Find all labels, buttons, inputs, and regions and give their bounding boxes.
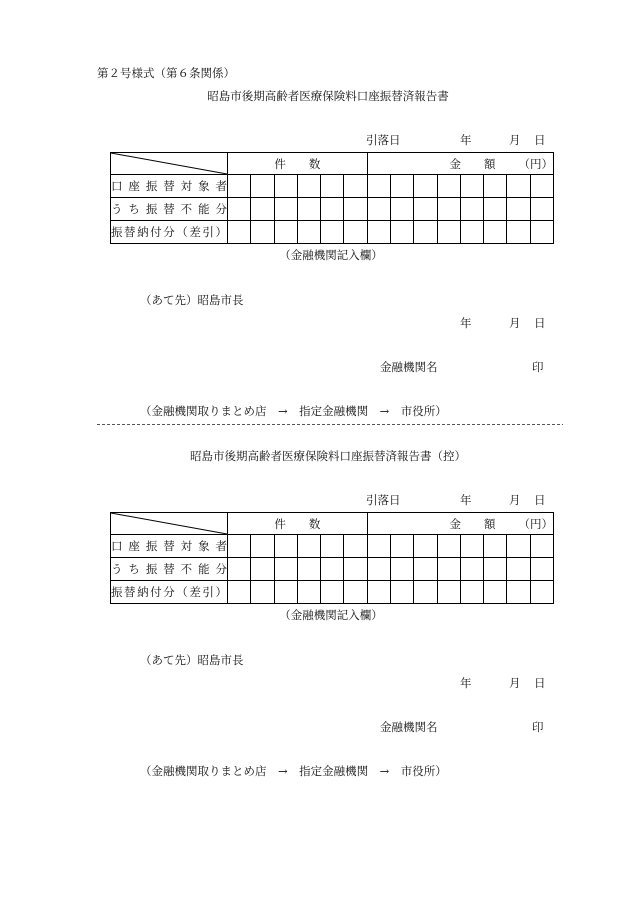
amount-digit-cell (437, 221, 460, 244)
diagonal-header-cell (111, 513, 228, 535)
amount-digit-cell (530, 558, 553, 581)
amount-digit-cell (460, 198, 483, 221)
amount-digit-cell (507, 221, 530, 244)
amount-digit-cell (414, 581, 437, 604)
count-digit-cell (274, 558, 297, 581)
diagonal-line (111, 153, 227, 174)
row-label: う ち 振 替 不 能 分 (111, 198, 228, 221)
table-row (111, 535, 554, 558)
signature-month-label: 月 (509, 316, 521, 330)
submission-flow: （金融機関取りまとめ店 → 指定金融機関 → 市役所） (140, 764, 447, 778)
amount-unit-label: （円） (518, 516, 553, 531)
count-digit-cell (321, 175, 344, 198)
withdrawal-date (0, 133, 630, 147)
amount-digit-cell (460, 581, 483, 604)
amount-digit-cell (391, 198, 414, 221)
withdrawal-year-label: 年 (460, 493, 472, 507)
report-section-copy (0, 360, 630, 784)
table-row (111, 198, 554, 221)
count-digit-cell (297, 221, 320, 244)
diagonal-line-graphic (111, 153, 227, 174)
amount-digit-cell (437, 558, 460, 581)
count-digit-cell (251, 535, 274, 558)
count-digit-cell (251, 175, 274, 198)
withdrawal-month-label: 月 (509, 133, 521, 147)
table-row (111, 175, 554, 198)
amount-unit-label: （円） (518, 156, 553, 171)
count-digit-cell (321, 535, 344, 558)
amount-digit-cell (437, 198, 460, 221)
seal-mark: 印 (532, 720, 544, 734)
row-label: 口 座 振 替 対 象 者 (111, 535, 228, 558)
amount-digit-cell (367, 175, 390, 198)
amount-digit-cell (484, 581, 507, 604)
amount-digit-cell (484, 558, 507, 581)
report-title: 昭島市後期高齢者医療保険料口座振替済報告書 (207, 89, 449, 103)
count-digit-cell (297, 581, 320, 604)
amount-digit-cell (507, 581, 530, 604)
submission-flow: （金融機関取りまとめ店 → 指定金融機関 → 市役所） (140, 404, 447, 418)
count-digit-cell (321, 198, 344, 221)
row-label: 振替納付分（差引） (111, 581, 228, 604)
seal-mark: 印 (532, 360, 544, 374)
amount-digit-cell (367, 221, 390, 244)
amount-digit-cell (367, 558, 390, 581)
count-digit-cell (228, 221, 251, 244)
count-digit-cell (344, 535, 367, 558)
withdrawal-date-label: 引落日 (366, 493, 401, 507)
amount-digit-cell (367, 535, 390, 558)
count-digit-cell (297, 198, 320, 221)
table-header-row (111, 153, 554, 175)
report-table (110, 152, 554, 244)
financial-institution-label: 金融機関名 (380, 720, 438, 734)
count-digit-cell (344, 558, 367, 581)
count-digit-cell (228, 198, 251, 221)
count-digit-cell (251, 581, 274, 604)
count-digit-cell (321, 221, 344, 244)
row-label: 口 座 振 替 対 象 者 (111, 175, 228, 198)
row-label: う ち 振 替 不 能 分 (111, 558, 228, 581)
withdrawal-year-label: 年 (460, 133, 472, 147)
report-table (110, 512, 554, 604)
amount-digit-cell (460, 221, 483, 244)
diagonal-header-cell (111, 153, 228, 175)
count-digit-cell (344, 198, 367, 221)
amount-digit-cell (437, 175, 460, 198)
amount-header (367, 153, 553, 175)
amount-digit-cell (367, 581, 390, 604)
amount-digit-cell (484, 535, 507, 558)
signature-year-label: 年 (460, 676, 472, 690)
withdrawal-date (0, 493, 630, 507)
amount-header-label: 金 額 (449, 156, 496, 171)
withdrawal-date-label: 引落日 (366, 133, 401, 147)
amount-digit-cell (460, 175, 483, 198)
amount-header-label: 金 額 (449, 516, 496, 531)
count-digit-cell (321, 581, 344, 604)
amount-digit-cell (391, 221, 414, 244)
addressee: （あて先）昭島市長 (140, 653, 244, 667)
table-row (111, 558, 554, 581)
amount-digit-cell (414, 558, 437, 581)
withdrawal-day-label: 日 (534, 493, 546, 507)
count-digit-cell (297, 535, 320, 558)
count-digit-cell (297, 175, 320, 198)
amount-digit-cell (437, 581, 460, 604)
signature-day-label: 日 (534, 316, 546, 330)
table-header-row (111, 513, 554, 535)
count-digit-cell (274, 221, 297, 244)
count-digit-cell (251, 198, 274, 221)
amount-digit-cell (460, 535, 483, 558)
amount-header (367, 513, 553, 535)
withdrawal-day-label: 日 (534, 133, 546, 147)
signature-day-label: 日 (534, 676, 546, 690)
diagonal-line (111, 513, 227, 534)
count-digit-cell (228, 558, 251, 581)
table-note: （金融機関記入欄） (279, 608, 383, 622)
amount-digit-cell (530, 175, 553, 198)
count-digit-cell (228, 535, 251, 558)
table-row (111, 581, 554, 604)
table-note: （金融機関記入欄） (279, 248, 383, 262)
amount-digit-cell (460, 558, 483, 581)
count-digit-cell (321, 558, 344, 581)
count-header: 件 数 (228, 153, 368, 175)
amount-digit-cell (530, 535, 553, 558)
count-digit-cell (344, 175, 367, 198)
withdrawal-month-label: 月 (509, 493, 521, 507)
signature-month-label: 月 (509, 676, 521, 690)
diagonal-line-graphic (111, 513, 227, 534)
count-digit-cell (251, 221, 274, 244)
signature-date (0, 316, 630, 330)
count-digit-cell (274, 535, 297, 558)
amount-digit-cell (367, 198, 390, 221)
count-digit-cell (228, 581, 251, 604)
count-header: 件 数 (228, 513, 368, 535)
amount-digit-cell (507, 535, 530, 558)
amount-digit-cell (530, 198, 553, 221)
amount-digit-cell (414, 221, 437, 244)
amount-digit-cell (437, 535, 460, 558)
count-digit-cell (344, 221, 367, 244)
amount-digit-cell (484, 175, 507, 198)
table-row (111, 221, 554, 244)
amount-digit-cell (484, 198, 507, 221)
report-title: 昭島市後期高齢者医療保険料口座振替済報告書（控） (190, 449, 466, 463)
signature-year-label: 年 (460, 316, 472, 330)
financial-institution-label: 金融機関名 (380, 360, 438, 374)
form-number: 第２号様式（第６条関係） (97, 66, 235, 80)
amount-digit-cell (414, 535, 437, 558)
count-digit-cell (274, 581, 297, 604)
count-digit-cell (297, 558, 320, 581)
addressee: （あて先）昭島市長 (140, 293, 244, 307)
count-digit-cell (251, 558, 274, 581)
amount-digit-cell (507, 558, 530, 581)
amount-digit-cell (484, 221, 507, 244)
count-digit-cell (274, 198, 297, 221)
row-label: 振替納付分（差引） (111, 221, 228, 244)
amount-digit-cell (530, 581, 553, 604)
amount-digit-cell (391, 535, 414, 558)
amount-digit-cell (391, 175, 414, 198)
count-digit-cell (274, 175, 297, 198)
amount-digit-cell (391, 558, 414, 581)
amount-digit-cell (414, 175, 437, 198)
amount-digit-cell (414, 198, 437, 221)
signature-date (0, 676, 630, 690)
count-digit-cell (228, 175, 251, 198)
count-digit-cell (344, 581, 367, 604)
amount-digit-cell (507, 175, 530, 198)
amount-digit-cell (530, 221, 553, 244)
amount-digit-cell (507, 198, 530, 221)
amount-digit-cell (391, 581, 414, 604)
